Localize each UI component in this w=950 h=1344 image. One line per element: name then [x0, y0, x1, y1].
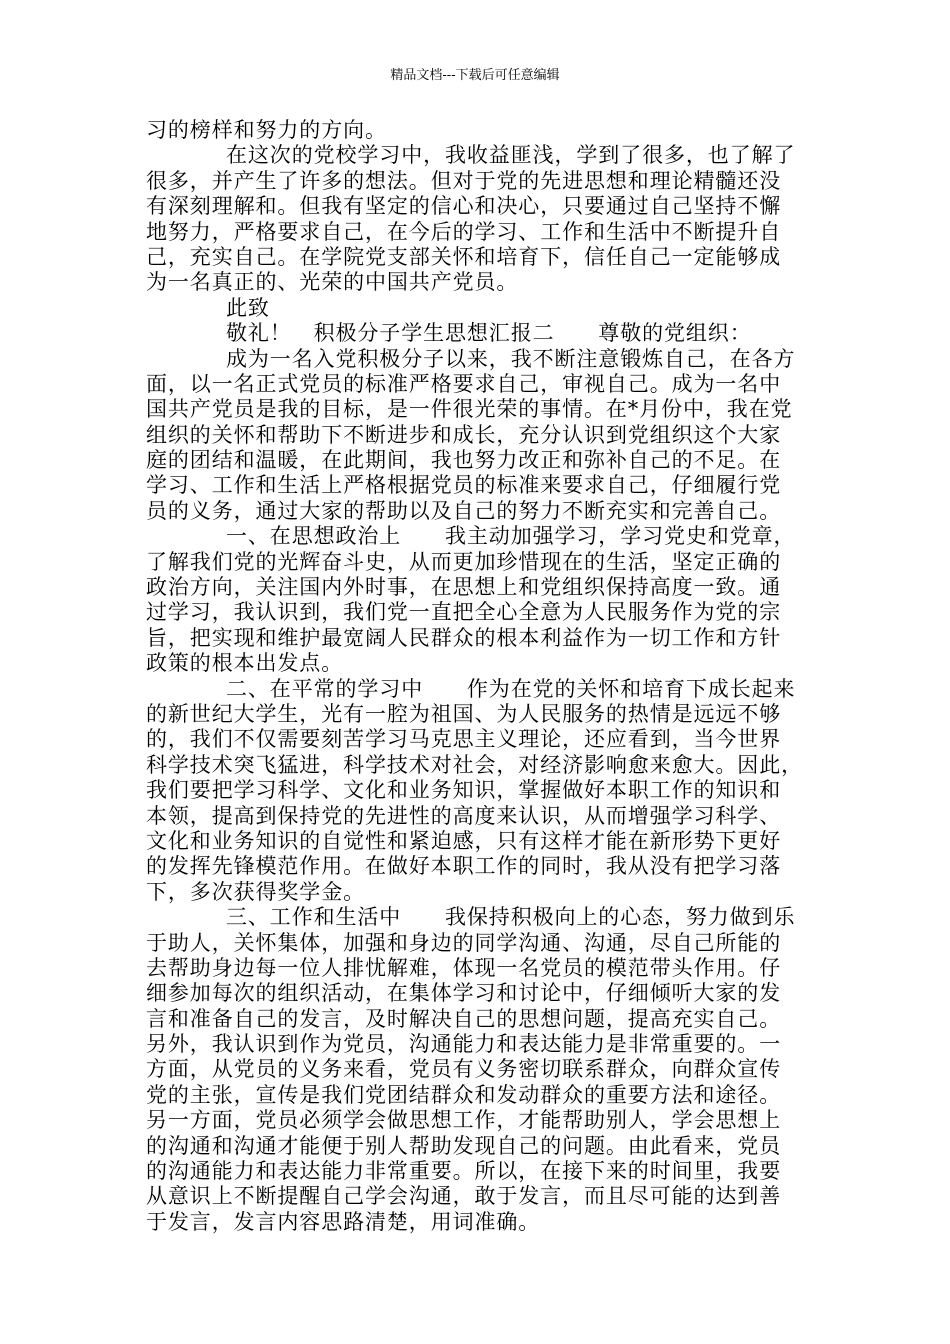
text-line: 下，多次获得奖学金。	[146, 879, 365, 904]
text-line: 从意识上不断提醒自己学会沟通，敢于发言，而且尽可能的达到善	[146, 1184, 782, 1209]
text-line: 己，充实自己。在学院党支部关怀和培育下，信任自己一定能够成	[146, 244, 782, 269]
text-line: 习的榜样和努力的方向。	[146, 118, 387, 142]
text-line: 去帮助身边每一位人排忧解难，体现一名党员的模范带头作用。仔	[146, 955, 782, 980]
page-header: 精品文档---下载后可任意编辑	[390, 68, 560, 83]
text-line: 很多，并产生了许多的想法。但对于党的先进思想和理论精髓还没	[146, 168, 782, 193]
text-line: 为一名真正的、光荣的中国共产党员。	[146, 270, 519, 295]
text-line: 有深刻理解和。但我有坚定的信心和决心，只要通过自己坚持不懈	[146, 194, 782, 219]
text-line: 的发挥先锋模范作用。在做好本职工作的同时，我从没有把学习落	[146, 854, 782, 879]
text-line: 二、在平常的学习中 作为在党的关怀和培育下成长起来	[226, 676, 796, 701]
text-line: 另一方面，党员必须学会做思想工作，才能帮助别人，学会思想上	[146, 1108, 782, 1133]
text-line: 成为一名入党积极分子以来，我不断注意锻炼自己，在各方	[226, 346, 796, 371]
text-line: 过学习，我认识到，我们党一直把全心全意为人民服务作为党的宗	[146, 600, 782, 625]
text-line: 一、在思想政治上 我主动加强学习，学习党史和党章，	[226, 524, 796, 549]
text-line: 的沟通和沟通才能便于别人帮助发现自己的问题。由此看来，党员	[146, 1133, 782, 1158]
text-line: 员的义务，通过大家的帮助以及自己的努力不断充实和完善自己。	[146, 498, 782, 523]
text-line: 学习、工作和生活上严格根据党员的标准来要求自己，仔细履行党	[146, 473, 782, 498]
text-line: 旨，把实现和维护最宽阔人民群众的根本利益作为一切工作和方针	[146, 625, 782, 650]
text-line: 言和准备自己的发言，及时解决自己的思想问题，提高充实自己。	[146, 1006, 782, 1031]
text-line: 组织的关怀和帮助下不断进步和成长，充分认识到党组织这个大家	[146, 422, 782, 447]
text-line: 细参加每次的组织活动，在集体学习和讨论中，仔细倾听大家的发	[146, 981, 782, 1006]
text-line: 了解我们党的光辉奋斗史，从而更加珍惜现在的生活，坚定正确的	[146, 549, 782, 574]
text-line: 地努力，严格要求自己，在今后的学习、工作和生活中不断提升自	[146, 219, 782, 244]
text-line: 党的主张，宣传是我们党团结群众和发动群众的重要方法和途径。	[146, 1082, 782, 1107]
text-line: 国共产党员是我的目标，是一件很光荣的事情。在*月份中，我在党	[146, 397, 793, 422]
text-line: 方面，从党员的义务来看，党员有义务密切联系群众，向群众宣传	[146, 1057, 782, 1082]
text-line: 的新世纪大学生，光有一腔为祖国、为人民服务的热情是远远不够	[146, 701, 782, 726]
text-line: 敬礼！ 积极分子学生思想汇报二 尊敬的党组织：	[226, 321, 752, 346]
text-line: 于发言，发言内容思路清楚，用词准确。	[146, 1209, 541, 1234]
text-line: 本领，提高到保持党的先进性的高度来认识，从而增强学习科学、	[146, 803, 782, 828]
text-line: 另外，我认识到作为党员，沟通能力和表达能力是非常重要的。一	[146, 1032, 782, 1057]
text-line: 政策的根本出发点。	[146, 651, 344, 676]
text-line: 科学技术突飞猛进，科学技术对社会，对经济影响愈来愈大。因此，	[146, 752, 803, 777]
text-line: 三、工作和生活中 我保持积极向上的心态，努力做到乐	[226, 905, 796, 930]
text-line: 我们要把学习科学、文化和业务知识，掌握做好本职工作的知识和	[146, 778, 782, 803]
text-line: 的沟通能力和表达能力非常重要。所以，在接下来的时间里，我要	[146, 1159, 782, 1184]
text-line: 于助人，关怀集体，加强和身边的同学沟通、沟通，尽自己所能的	[146, 930, 782, 955]
text-line: 面，以一名正式党员的标准严格要求自己，审视自己。成为一名中	[146, 371, 782, 396]
text-line: 此致	[226, 295, 270, 320]
document-body	[146, 118, 808, 1235]
text-line: 庭的团结和温暖，在此期间，我也努力改正和弥补自己的不足。在	[146, 448, 782, 473]
text-line: 文化和业务知识的自觉性和紧迫感，只有这样才能在新形势下更好	[146, 828, 782, 853]
text-line: 政治方向，关注国内外时事，在思想上和党组织保持高度一致。通	[146, 575, 782, 600]
text-line: 在这次的党校学习中，我收益匪浅，学到了很多，也了解了	[226, 143, 796, 168]
text-line: 的，我们不仅需要刻苦学习马克思主义理论，还应看到，当今世界	[146, 727, 782, 752]
